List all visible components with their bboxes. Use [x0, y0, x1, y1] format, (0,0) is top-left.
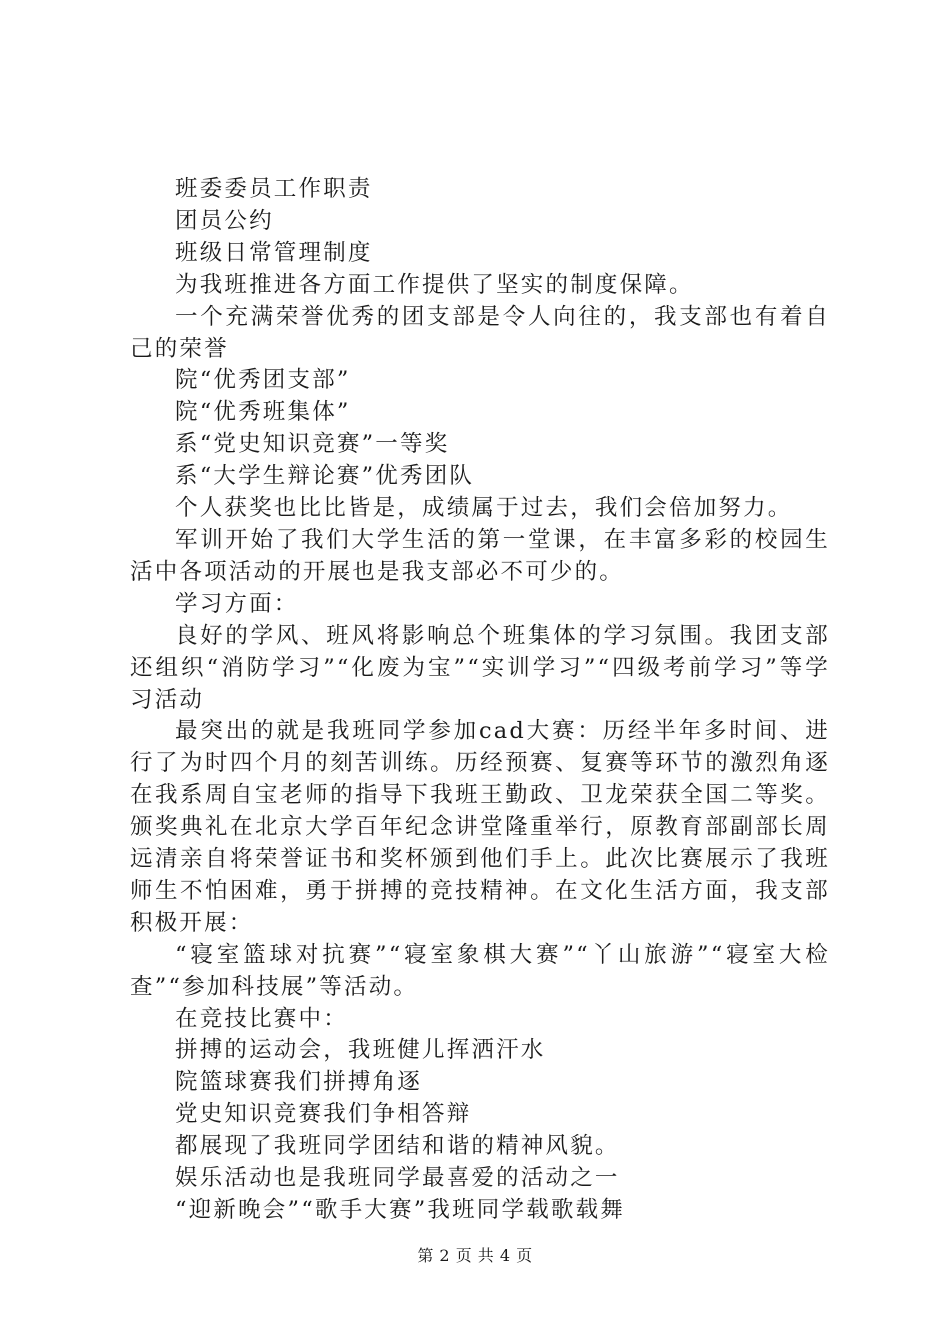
paragraph-14: 最突出的就是我班同学参加cad大赛：历经半年多时间、进行了为时四个月的刻苦训练。历经预赛、复赛等环节的激烈角逐在我系周自宝老师的指导下我班王勤政、卫龙荣获全国二等奖。颁奖典礼在北京大学百年纪念讲堂隆重举行，原教育部副部长周远清亲自将荣誉证书和奖杯颁到他们手上。此次比赛展示了我班师生不怕困难，勇于拼搏的竞技精神。在文化生活方面，我支部积极开展：: [130, 718, 830, 936]
paragraph-6: 院“优秀团支部”: [175, 367, 351, 394]
paragraph-12: 学习方面：: [175, 590, 299, 617]
paragraph-19: 党史知识竞赛我们争相答辩: [175, 1101, 472, 1128]
paragraph-11: 军训开始了我们大学生活的第一堂课，在丰富多彩的校园生活中各项活动的开展也是我支部必不可少的。: [130, 526, 830, 585]
paragraph-21: 娱乐活动也是我班同学最喜爱的活动之一: [175, 1165, 620, 1192]
paragraph-16: 在竞技比赛中：: [175, 1005, 348, 1032]
paragraph-3: 班级日常管理制度: [175, 239, 373, 266]
paragraph-20: 都展现了我班同学团结和谐的精神风貌。: [175, 1133, 620, 1160]
paragraph-2: 团员公约: [175, 207, 274, 234]
paragraph-1: 班委委员工作职责: [175, 176, 373, 202]
page-number-footer: 第 2 页 共 4 页: [417, 1246, 533, 1265]
paragraph-13: 良好的学风、班风将影响总个班集体的学习氛围。我团支部还组织“消防学习”“化废为宝”“实训学习”“四级考前学习”等学习活动: [130, 622, 830, 713]
paragraph-9: 系“大学生辩论赛”优秀团队: [175, 463, 475, 490]
paragraph-4: 为我班推进各方面工作提供了坚实的制度保障。: [175, 271, 694, 298]
paragraph-15: “寝室篮球对抗赛”“寝室象棋大赛”“丫山旅游”“寝室大检查”“参加科技展”等活动。: [130, 941, 830, 1000]
paragraph-8: 系“党史知识竞赛”一等奖: [175, 431, 450, 458]
paragraph-18: 院篮球赛我们拼搏角逐: [175, 1069, 423, 1096]
paragraph-10: 个人获奖也比比皆是，成绩属于过去，我们会倍加努力。: [175, 495, 793, 522]
paragraph-22: “迎新晚会”“歌手大赛”我班同学载歌载舞: [175, 1197, 626, 1223]
paragraph-7: 院“优秀班集体”: [175, 399, 351, 426]
document-body: [130, 174, 830, 1227]
paragraph-5: 一个充满荣誉优秀的团支部是令人向往的，我支部也有着自己的荣誉: [130, 303, 830, 362]
paragraph-17: 拼搏的运动会，我班健儿挥洒汗水: [175, 1037, 546, 1064]
